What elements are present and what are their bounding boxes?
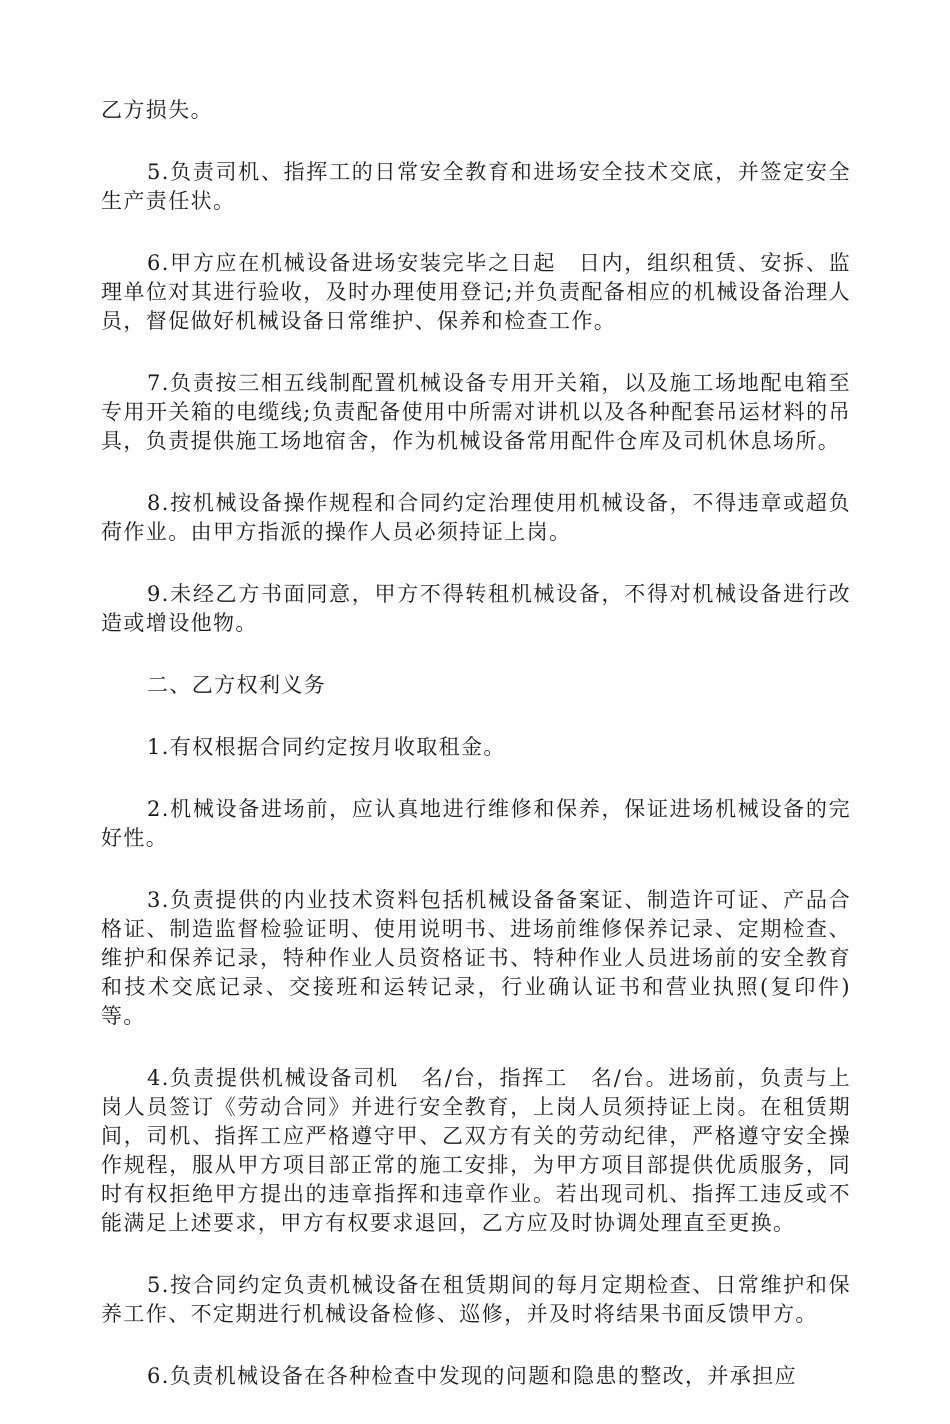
document-paragraph: 8.按机械设备操作规程和合同约定治理使用机械设备，不得违章或超负荷作业。由甲方指派的操作人员必须持证上岗。 [101,491,851,544]
document-paragraph: 5.按合同约定负责机械设备在租赁期间的每月定期检查、日常维护和保养工作、不定期进行机械设备检修、巡修，并及时将结果书面反馈甲方。 [101,1273,851,1326]
document-paragraph: 4.负责提供机械设备司机 名/台，指挥工 名/台。进场前，负责与上岗人员签订《劳动合同》并进行安全教育，上岗人员须持证上岗。在租赁期间，司机、指挥工应严格遵守甲、乙双方有关的劳动纪律，严格遵守安全操作规程，服从甲方项目部正常的施工安排，为甲方项目部提供优质服务，同时有权拒绝甲方提出的违章指挥和违章作业。若出现司机、指挥工违反或不能满足上述要求，甲方有权要求退回，乙方应及时协调处理直至更换。 [101,1066,851,1235]
document-paragraph: 9.未经乙方书面同意，甲方不得转租机械设备，不得对机械设备进行改造或增设他物。 [101,582,851,635]
document-paragraph: 2.机械设备进场前，应认真地进行维修和保养，保证进场机械设备的完好性。 [101,797,851,850]
document-paragraph: 5.负责司机、指挥工的日常安全教育和进场安全技术交底，并签定安全生产责任状。 [101,160,851,213]
document-paragraph: 1.有权根据合同约定按月收取租金。 [147,735,506,759]
document-body [101,96,851,1424]
document-paragraph: 乙方损失。 [101,98,213,122]
document-paragraph: 7.负责按三相五线制配置机械设备专用开关箱，以及施工场地配电箱至专用开关箱的电缆线;负责配备使用中所需对讲机以及各种配套吊运材料的吊具，负责提供施工场地宿舍，作为机械设备常用配件仓库及司机休息场所。 [101,371,851,453]
document-paragraph: 6.负责机械设备在各种检查中发现的问题和隐患的整改，并承担应 [147,1364,798,1388]
document-paragraph: 3.负责提供的内业技术资料包括机械设备备案证、制造许可证、产品合格证、制造监督检验证明、使用说明书、进场前维修保养记录、定期检查、维护和保养记录，特种作业人员资格证书、特种作业人员进场前的安全教育和技术交底记录、交接班和运转记录，行业确认证书和营业执照(复印件)等。 [101,888,851,1028]
document-paragraph: 二、乙方权利义务 [147,673,327,697]
document-paragraph: 6.甲方应在机械设备进场安装完毕之日起 日内，组织租赁、安拆、监理单位对其进行验收，及时办理使用登记;并负责配备相应的机械设备治理人员，督促做好机械设备日常维护、保养和检查工作。 [101,251,851,333]
